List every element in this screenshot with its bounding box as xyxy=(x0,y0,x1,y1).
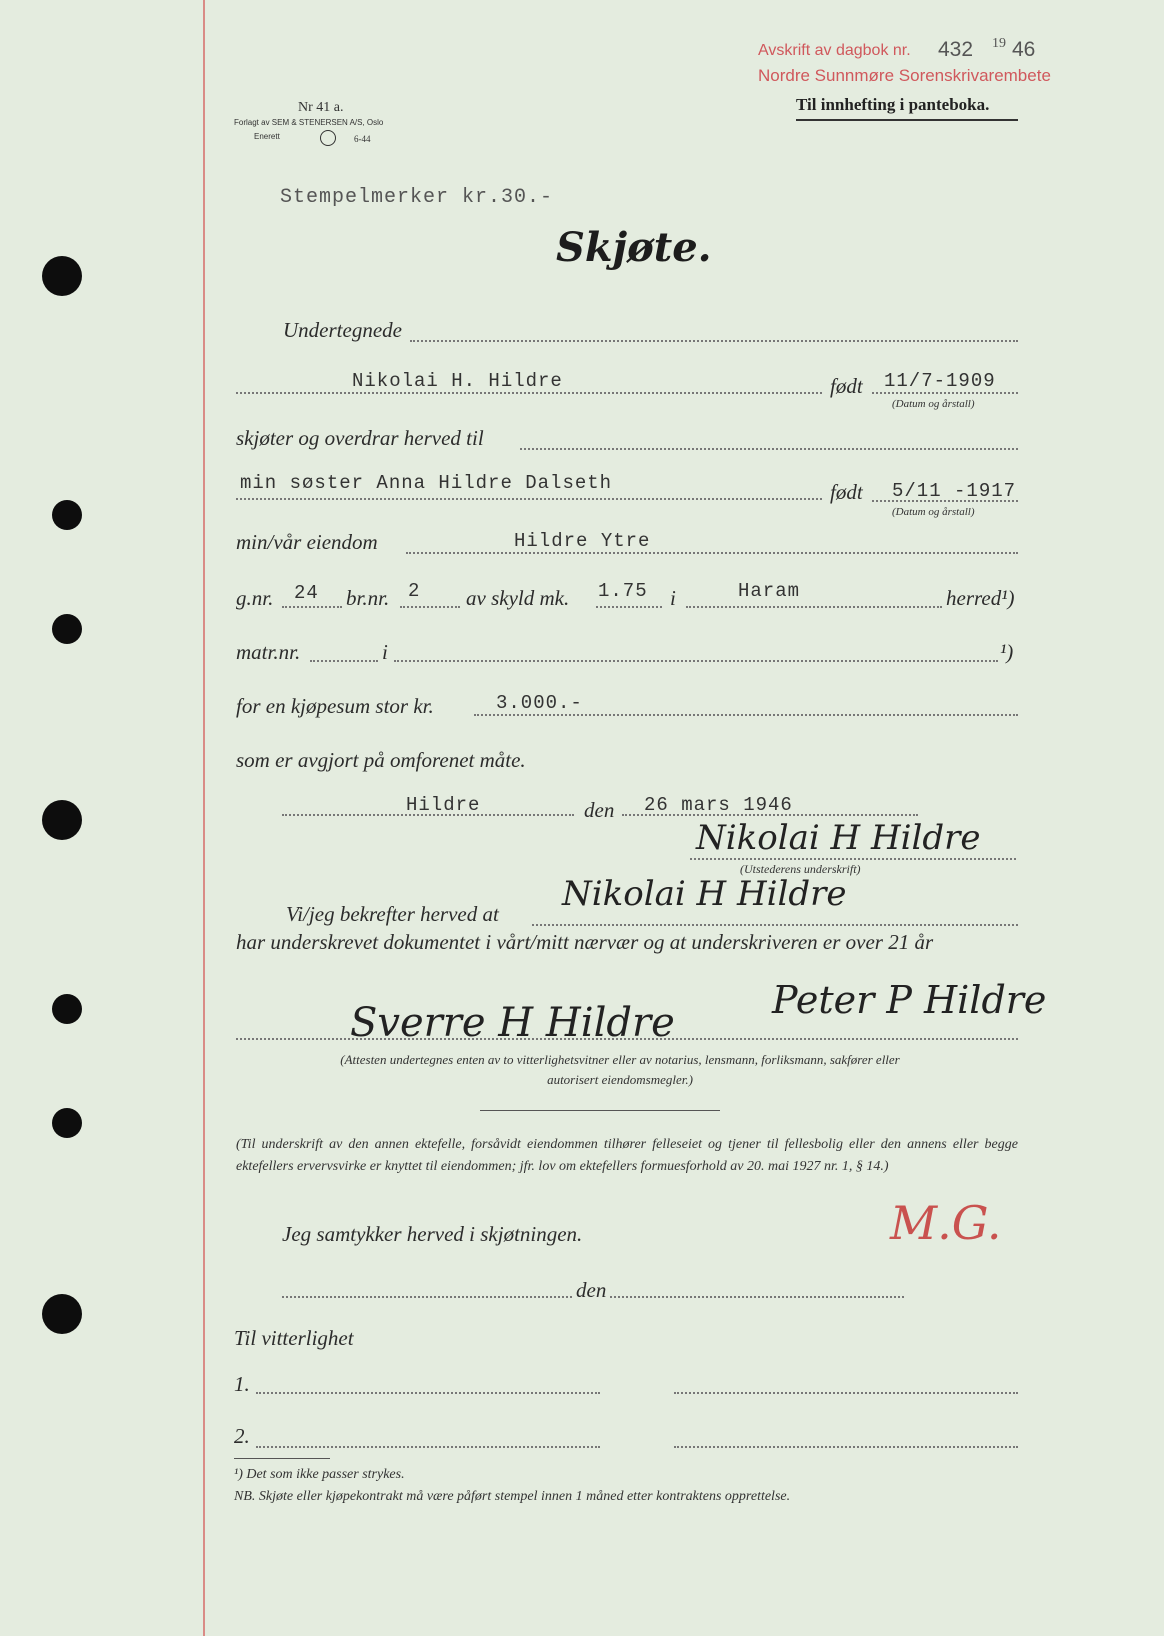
initials-signature: M.G. xyxy=(890,1196,1002,1250)
publisher-logo-icon xyxy=(320,130,336,146)
spouse-note: (Til underskrift av den annen ektefelle, forsåvidt eiendommen tilhører felleseiet og tjener til fellesbolig eller den annens eller begge ektefellers ervervsvirke er knyttet til eiendommen; jfr. lov om ektefellers formuesforhold av 20. mai 1927 nr. 1, § 14.) xyxy=(236,1137,1018,1174)
i-label: i xyxy=(670,586,676,610)
punch-hole xyxy=(42,256,82,296)
punch-hole xyxy=(42,800,82,840)
den-label: den xyxy=(584,798,615,822)
herred-label: herred¹) xyxy=(946,586,1015,610)
municipality: Haram xyxy=(738,580,801,602)
footnote-2: NB. Skjøte eller kjøpekontrakt må være påført stempel innen 1 måned etter kontraktens opprettelse. xyxy=(234,1489,791,1504)
stamp-duty-note: Stempelmerker kr.30.- xyxy=(280,186,554,209)
agreed-text: som er avgjort på omforenet måte. xyxy=(236,748,526,772)
publisher-date: 6-44 xyxy=(354,134,371,144)
grantor-line xyxy=(236,392,822,394)
matr-i-label: i xyxy=(382,640,388,664)
grantor-signature-caption: (Utstederens underskrift) xyxy=(740,862,861,876)
stamp-line-3: Til innhefting i panteboka. xyxy=(796,95,990,114)
witness-2-line-right xyxy=(674,1446,1018,1448)
publisher-name: Forlagt av SEM & STENERSEN A/S, Oslo xyxy=(234,118,384,127)
attest-note: (Attesten undertegnes enten av to vitterlighetsvitner eller av notarius, lensmann, forliksmann, sakfører eller autorisert eiendomsmegler.) xyxy=(340,1052,900,1087)
price-line xyxy=(474,714,1018,716)
stamp-underline xyxy=(796,119,1018,121)
punch-hole xyxy=(52,500,82,530)
section-divider xyxy=(480,1110,720,1111)
confirm-line-2: har underskrevet dokumentet i vårt/mitt nærvær og at underskriveren er over 21 år xyxy=(236,930,934,954)
signing-date: 26 mars 1946 xyxy=(644,794,793,816)
undertegnede-label: Undertegnede xyxy=(283,318,402,342)
grantor-birth-line xyxy=(872,392,1018,394)
price-label: for en kjøpesum stor kr. xyxy=(236,694,434,718)
gnr-value: 24 xyxy=(294,582,319,604)
grantee-name: min søster Anna Hildre Dalseth xyxy=(240,472,613,494)
place-line xyxy=(282,814,574,816)
bnr-line xyxy=(400,606,460,608)
consent-den-label: den xyxy=(576,1278,607,1302)
municipality-line xyxy=(686,606,942,608)
witness-1-line-left xyxy=(256,1392,600,1394)
punch-hole xyxy=(52,994,82,1024)
gnr-label: g.nr. xyxy=(236,586,274,610)
stamp-line-1: Avskrift av dagbok nr. xyxy=(758,42,911,59)
matr-line xyxy=(310,660,378,662)
punch-hole xyxy=(42,1294,82,1334)
grantor-signature: Nikolai H Hildre xyxy=(696,818,981,858)
grantor-fodt-label: født xyxy=(830,374,863,398)
grantor-signature-line xyxy=(690,858,1016,860)
witness-signature-line xyxy=(236,1038,1018,1040)
grantor-date-caption: (Datum og årstall) xyxy=(892,398,975,410)
property-line xyxy=(406,552,1018,554)
margin-rule xyxy=(203,0,205,1636)
transfer-line xyxy=(520,448,1018,450)
grantee-fodt-label: født xyxy=(830,480,863,504)
skyld-value: 1.75 xyxy=(598,580,648,602)
property-label: min/vår eiendom xyxy=(236,530,378,554)
grantee-date-caption: (Datum og årstall) xyxy=(892,506,975,518)
undertegnede-line xyxy=(410,340,1018,342)
gnr-line xyxy=(282,606,342,608)
matr-i-line xyxy=(394,660,998,662)
grantee-birth-line xyxy=(872,500,1018,502)
witness-inline-signature: Nikolai H Hildre xyxy=(562,874,847,914)
consent-text: Jeg samtykker herved i skjøtningen. xyxy=(282,1222,583,1246)
witness-1-line-right xyxy=(674,1392,1018,1394)
witness-2-line-left xyxy=(256,1446,600,1448)
transfer-label: skjøter og overdrar herved til xyxy=(236,426,484,450)
page-title: Skjøte. xyxy=(556,224,712,271)
witness-2-signature: Peter P Hildre xyxy=(772,978,1047,1022)
year-suffix: 46 xyxy=(1012,38,1036,61)
matr-end: ¹) xyxy=(1000,640,1014,664)
confirm-line-1: Vi/jeg bekrefter herved at xyxy=(286,902,499,926)
matr-label: matr.nr. xyxy=(236,640,301,664)
grantee-line xyxy=(236,498,822,500)
publisher-enerett: Enerett xyxy=(254,132,280,141)
property-name: Hildre Ytre xyxy=(514,530,651,552)
skyld-line xyxy=(596,606,662,608)
price-amount: 3.000.- xyxy=(496,692,583,714)
grantee-birth-date: 5/11 -1917 xyxy=(892,480,1017,502)
confirm-line xyxy=(532,924,1018,926)
witness-1-signature: Sverre H Hildre xyxy=(350,1000,675,1046)
grantor-name: Nikolai H. Hildre xyxy=(352,370,563,392)
witness-number-2: 2. xyxy=(234,1424,250,1448)
witness-heading: Til vitterlighet xyxy=(234,1326,354,1350)
footnote-1: ¹) Det som ikke passer strykes. xyxy=(234,1467,405,1482)
witness-number-1: 1. xyxy=(234,1372,250,1396)
punch-hole xyxy=(52,614,82,644)
signing-date-line xyxy=(622,814,918,816)
form-number: Nr 41 a. xyxy=(298,100,344,115)
punch-hole xyxy=(52,1108,82,1138)
skyld-label: av skyld mk. xyxy=(466,586,570,610)
year-prefix: 19 xyxy=(992,36,1006,51)
dagbok-number: 432 xyxy=(938,38,974,61)
consent-place-line xyxy=(282,1296,572,1298)
consent-date-line xyxy=(610,1296,904,1298)
footnote-rule xyxy=(234,1458,330,1459)
stamp-line-2: Nordre Sunnmøre Sorenskrivarembete xyxy=(758,66,1051,85)
bnr-value: 2 xyxy=(408,580,421,602)
bnr-label: br.nr. xyxy=(346,586,390,610)
grantor-birth-date: 11/7-1909 xyxy=(884,370,996,392)
place: Hildre xyxy=(406,794,481,816)
